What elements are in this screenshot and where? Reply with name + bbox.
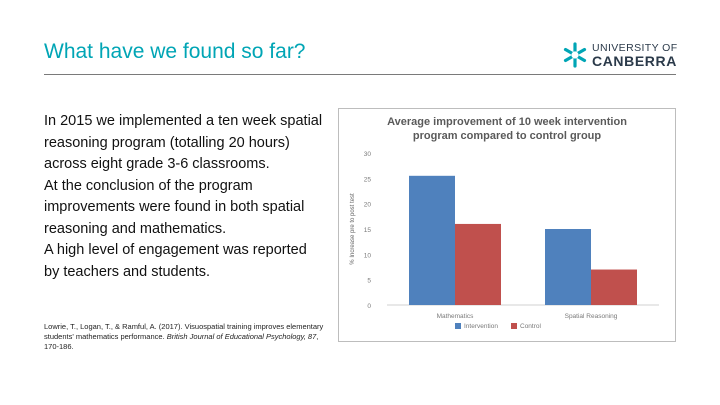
paragraph-3: A high level of engagement was reported by teachers and students.: [44, 242, 307, 280]
legend-swatch-control: [511, 323, 517, 329]
citation-text: Lowrie, T., Logan, T., & Ramful, A. (2017). Visuospatial training improves elementary students' mathematics performance.: [44, 322, 324, 341]
logo-line-2: CANBERRA: [592, 53, 677, 69]
y-tick-label: 25: [363, 176, 371, 184]
x-tick-label: Mathematics: [436, 313, 474, 320]
y-tick-label: 20: [363, 201, 371, 209]
citation: [44, 322, 324, 352]
y-tick-label: 0: [367, 303, 371, 310]
citation-pages: , 170-186.: [44, 332, 319, 351]
legend-label-intervention: Intervention: [464, 323, 498, 330]
logo-line-1: UNIVERSITY OF: [592, 42, 678, 54]
y-tick-label: 30: [363, 151, 371, 158]
body-text: [44, 111, 324, 283]
title-divider: [44, 74, 676, 75]
x-tick-label: Spatial Reasoning: [564, 313, 618, 320]
y-axis-label: % Increase pre to post test: [350, 193, 356, 265]
bar-control-spatial-reasoning: [591, 270, 637, 305]
legend-label-control: Control: [520, 323, 541, 330]
chart-canvas: [339, 109, 675, 341]
chart-title-line-2: program compared to control group: [412, 130, 602, 142]
chart-title-line-1: Average improvement of 10 week intervention: [387, 116, 627, 128]
bar-chart: [338, 108, 676, 342]
bar-intervention-spatial-reasoning: [545, 229, 591, 305]
paragraph-1: In 2015 we implemented a ten week spatial reasoning program (totalling 20 hours) across eight grade 3-6 classrooms.: [44, 113, 323, 172]
y-tick-label: 15: [363, 227, 371, 234]
slide-title: What have we found so far?: [44, 40, 306, 63]
paragraph-2: At the conclusion of the program improvements were found in both spatial reasoning and mathematics.: [44, 177, 305, 237]
citation-journal: British Journal of Educational Psychology, 87: [166, 332, 317, 341]
y-tick-label: 5: [367, 277, 371, 285]
university-logo: [562, 41, 678, 69]
legend-swatch-intervention: [455, 323, 461, 329]
y-tick-label: 10: [363, 252, 371, 260]
university-canberra-star-icon: [562, 42, 588, 68]
bar-intervention-mathematics: [409, 176, 455, 305]
bar-control-mathematics: [455, 224, 501, 305]
